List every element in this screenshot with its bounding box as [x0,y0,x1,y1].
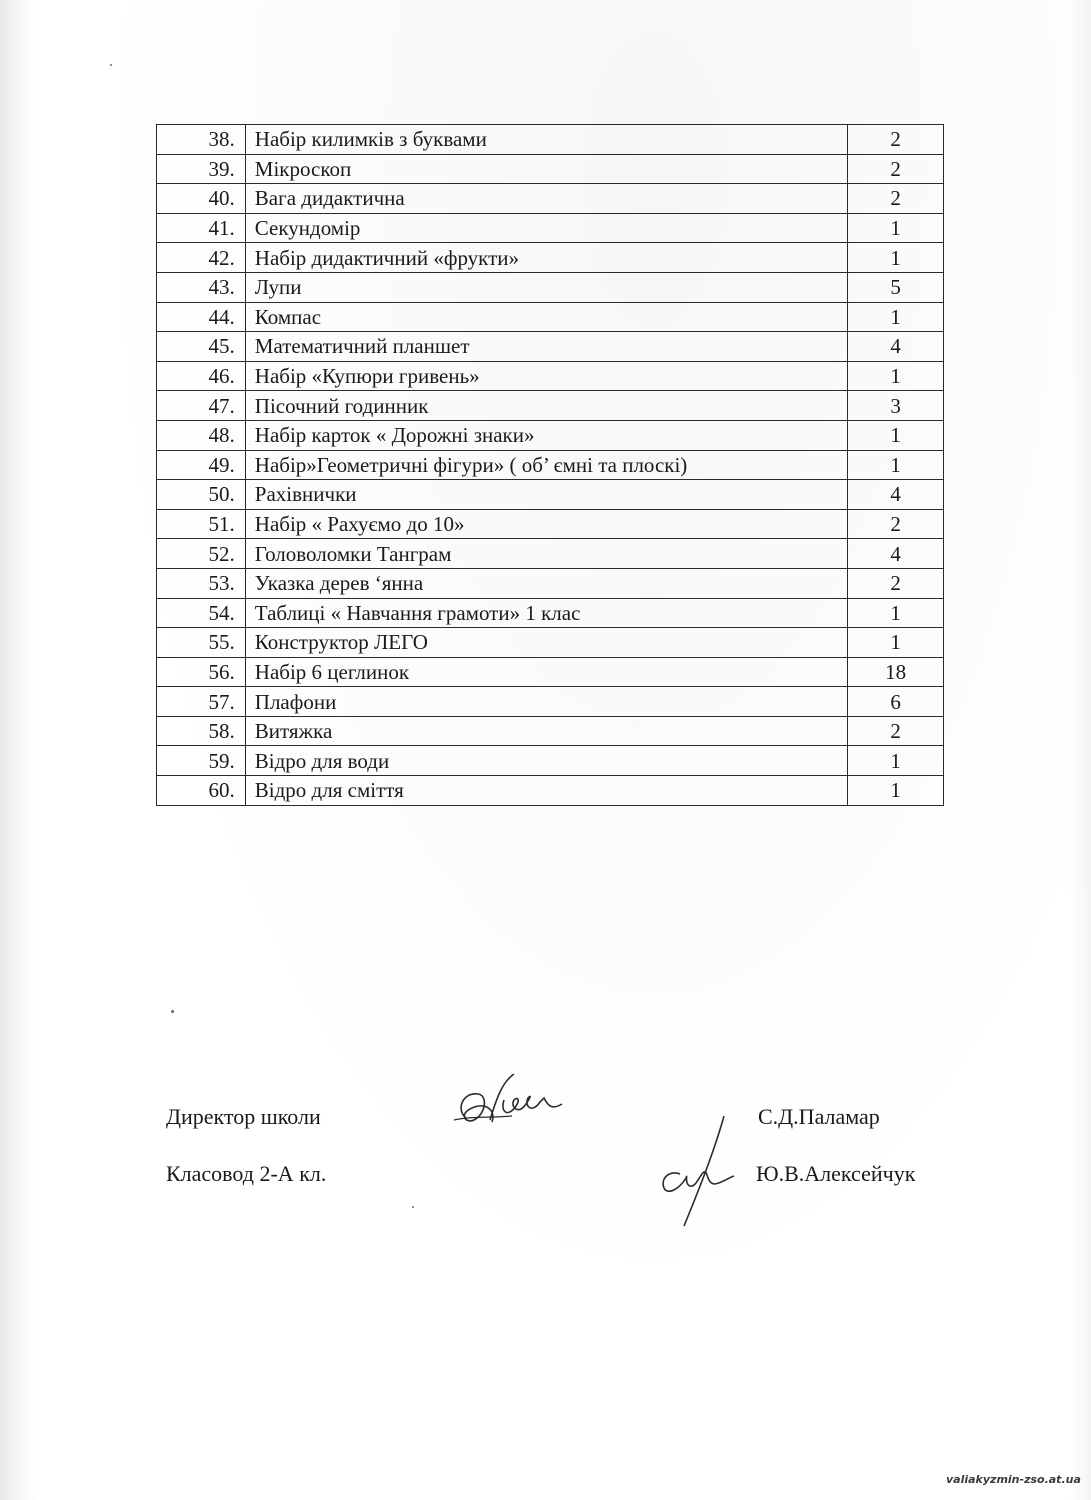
teacher-name: Ю.В.Алексейчук [756,1161,916,1186]
item-quantity-cell: 4 [848,480,944,510]
table-row [157,184,944,214]
row-number-cell: 40. [157,184,246,214]
table-row [157,776,944,806]
table-row [157,332,944,362]
item-quantity-cell: 2 [848,154,944,184]
row-number-cell: 53. [157,568,246,598]
row-number-cell: 41. [157,213,246,243]
item-name-cell: Таблиці « Навчання грамоти» 1 клас [245,598,847,628]
row-number-cell: 58. [157,716,246,746]
item-name-cell: Секундомір [245,213,847,243]
item-quantity-cell: 1 [848,302,944,332]
item-name-cell: Указка дерев ‘янна [245,568,847,598]
item-name-cell: Рахівнички [245,480,847,510]
item-quantity-cell: 1 [848,243,944,273]
table-row [157,746,944,776]
teacher-signature-icon [650,1112,740,1230]
item-name-cell: Головоломки Танграм [245,539,847,569]
table-row [157,657,944,687]
table-row [157,420,944,450]
row-number-cell: 47. [157,391,246,421]
table-row [157,272,944,302]
item-name-cell: Вага дидактична [245,184,847,214]
item-name-cell: Витяжка [245,716,847,746]
row-number-cell: 46. [157,361,246,391]
item-quantity-cell: 1 [848,450,944,480]
item-name-cell: Відро для сміття [245,776,847,806]
table-row [157,539,944,569]
table-row [157,450,944,480]
table-row [157,568,944,598]
item-name-cell: Набір 6 цеглинок [245,657,847,687]
inventory-table [156,124,944,806]
table-row [157,480,944,510]
scan-speck [110,64,112,66]
row-number-cell: 50. [157,480,246,510]
row-number-cell: 54. [157,598,246,628]
row-number-cell: 43. [157,272,246,302]
row-number-cell: 49. [157,450,246,480]
table-row [157,509,944,539]
item-name-cell: Лупи [245,272,847,302]
row-number-cell: 38. [157,125,246,155]
item-quantity-cell: 1 [848,598,944,628]
row-number-cell: 44. [157,302,246,332]
scan-speck [171,1010,174,1013]
item-name-cell: Математичний планшет [245,332,847,362]
table-row [157,243,944,273]
item-quantity-cell: 1 [848,420,944,450]
teacher-role-label: Класовод 2-А кл. [166,1161,327,1186]
item-quantity-cell: 3 [848,391,944,421]
item-name-cell: Набір карток « Дорожні знаки» [245,420,847,450]
item-name-cell: Пісочний годинник [245,391,847,421]
row-number-cell: 56. [157,657,246,687]
item-quantity-cell: 1 [848,361,944,391]
item-name-cell: Набір дидактичний «фрукти» [245,243,847,273]
table-row [157,302,944,332]
table-row [157,213,944,243]
row-number-cell: 48. [157,420,246,450]
table-row [157,628,944,658]
table-row [157,391,944,421]
inventory-table-body [157,125,944,806]
item-name-cell: Компас [245,302,847,332]
row-number-cell: 39. [157,154,246,184]
item-name-cell: Плафони [245,687,847,717]
item-quantity-cell: 5 [848,272,944,302]
item-quantity-cell: 1 [848,746,944,776]
item-quantity-cell: 2 [848,716,944,746]
table-row [157,687,944,717]
item-quantity-cell: 2 [848,568,944,598]
item-quantity-cell: 2 [848,184,944,214]
director-signature-icon [452,1070,570,1140]
table-row [157,716,944,746]
table-row [157,125,944,155]
row-number-cell: 55. [157,628,246,658]
item-quantity-cell: 6 [848,687,944,717]
director-role-label: Директор школи [166,1104,321,1129]
item-name-cell: Конструктор ЛЕГО [245,628,847,658]
scan-speck [412,1206,414,1208]
row-number-cell: 59. [157,746,246,776]
row-number-cell: 57. [157,687,246,717]
item-quantity-cell: 4 [848,332,944,362]
item-quantity-cell: 1 [848,628,944,658]
item-name-cell: Відро для води [245,746,847,776]
table-row [157,598,944,628]
director-name: С.Д.Паламар [758,1104,880,1129]
row-number-cell: 52. [157,539,246,569]
item-name-cell: Набір « Рахуємо до 10» [245,509,847,539]
item-quantity-cell: 2 [848,125,944,155]
row-number-cell: 42. [157,243,246,273]
item-quantity-cell: 1 [848,776,944,806]
item-name-cell: Набір килимків з буквами [245,125,847,155]
item-quantity-cell: 4 [848,539,944,569]
table-row [157,361,944,391]
table-row [157,154,944,184]
site-watermark: valiakyzmin-zso.at.ua [946,1473,1081,1486]
scan-edge-shadow [0,0,38,1500]
row-number-cell: 60. [157,776,246,806]
item-name-cell: Набір»Геометричні фігури» ( об’ ємні та плоскі) [245,450,847,480]
row-number-cell: 45. [157,332,246,362]
item-quantity-cell: 18 [848,657,944,687]
item-quantity-cell: 2 [848,509,944,539]
row-number-cell: 51. [157,509,246,539]
item-quantity-cell: 1 [848,213,944,243]
item-name-cell: Набір «Купюри гривень» [245,361,847,391]
item-name-cell: Мікроскоп [245,154,847,184]
